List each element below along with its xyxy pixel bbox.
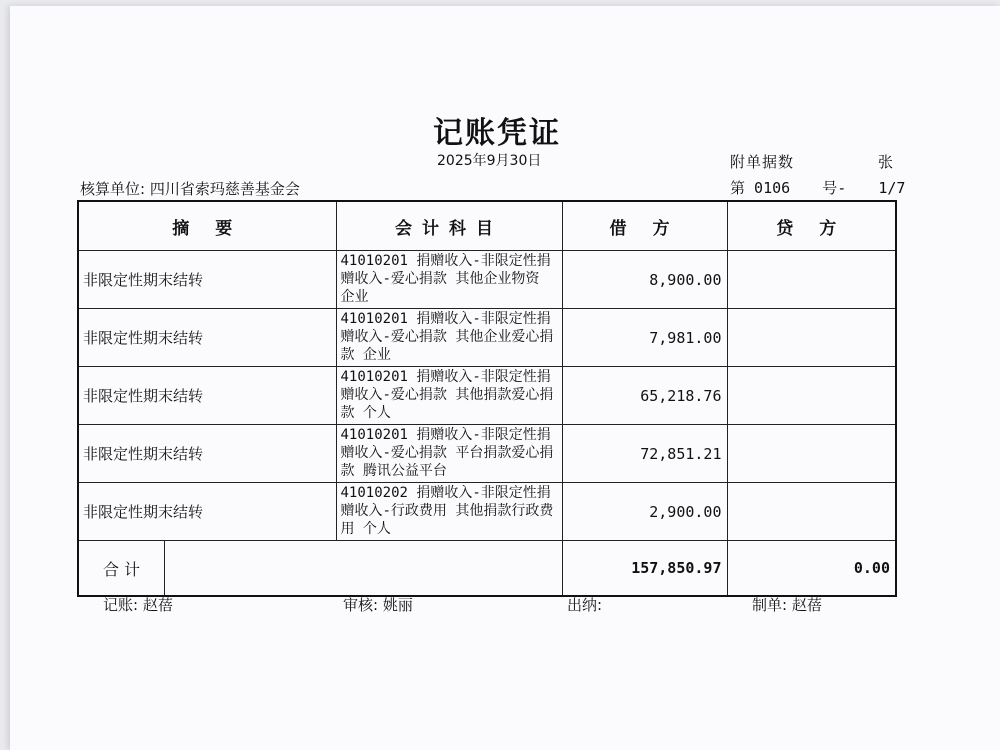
voucher-number: 0106: [754, 179, 791, 197]
voucher-prefix: 第: [730, 179, 746, 197]
accounting-unit: [80, 178, 300, 199]
column-header-debit: 借 方: [562, 201, 727, 251]
voucher-suffix: 号-: [822, 179, 847, 197]
row-account: 41010201 捐赠收入-非限定性捐赠收入-爱心捐款 其他企业爱心捐款 企业: [336, 309, 562, 367]
row-debit: 65,218.76: [562, 367, 727, 425]
voucher-table: [77, 200, 897, 597]
voucher-title: 记账凭证: [433, 116, 561, 151]
total-debit: 157,850.97: [562, 541, 727, 597]
table-row: [78, 425, 896, 483]
voucher-date: 2025年9月30日: [437, 153, 542, 169]
table-row: [78, 251, 896, 309]
voucher-page: 1/7: [878, 179, 906, 197]
voucher-number-line: [730, 177, 905, 198]
attachments-label: 附单据数: [730, 153, 795, 171]
table-row: [78, 309, 896, 367]
column-header-credit: 贷 方: [727, 201, 896, 251]
row-debit: 7,981.00: [562, 309, 727, 367]
row-credit: [727, 309, 896, 367]
row-summary: 非限定性期末结转: [78, 309, 336, 367]
accounting-unit-name: 四川省索玛慈善基金会: [149, 180, 300, 198]
preparer-signature: 制单: 赵蓓: [752, 596, 822, 614]
row-summary: 非限定性期末结转: [78, 425, 336, 483]
row-summary: 非限定性期末结转: [78, 251, 336, 309]
row-credit: [727, 367, 896, 425]
row-account: 41010201 捐赠收入-非限定性捐赠收入-爱心捐款 平台捐款爱心捐款 腾讯公益平台: [336, 425, 562, 483]
total-credit: 0.00: [727, 541, 896, 597]
row-summary: 非限定性期末结转: [78, 367, 336, 425]
total-label: 合 计: [79, 541, 165, 595]
row-account: 41010201 捐赠收入-非限定性捐赠收入-爱心捐款 其他捐款爱心捐款 个人: [336, 367, 562, 425]
column-header-summary: 摘 要: [78, 201, 336, 251]
row-credit: [727, 251, 896, 309]
total-cell: [78, 541, 562, 597]
row-credit: [727, 483, 896, 541]
total-blank: [165, 541, 562, 595]
row-account: 41010202 捐赠收入-非限定性捐赠收入-行政费用 其他捐款行政费用 个人: [336, 483, 562, 541]
row-credit: [727, 425, 896, 483]
row-summary: 非限定性期末结转: [78, 483, 336, 541]
row-debit: 2,900.00: [562, 483, 727, 541]
row-debit: 72,851.21: [562, 425, 727, 483]
table-row: [78, 483, 896, 541]
column-header-account: 会计科目: [336, 201, 562, 251]
row-account: 41010201 捐赠收入-非限定性捐赠收入-爱心捐款 其他企业物资 企业: [336, 251, 562, 309]
row-debit: 8,900.00: [562, 251, 727, 309]
attachments-unit: 张: [878, 153, 894, 171]
table-header-row: [78, 201, 896, 251]
bookkeeper-signature: 记账: 赵蓓: [103, 596, 173, 614]
cashier-signature: 出纳:: [567, 596, 603, 614]
total-row: [78, 541, 896, 597]
table-row: [78, 367, 896, 425]
reviewer-signature: 审核: 姚丽: [343, 596, 413, 614]
accounting-unit-label: 核算单位:: [80, 180, 146, 198]
